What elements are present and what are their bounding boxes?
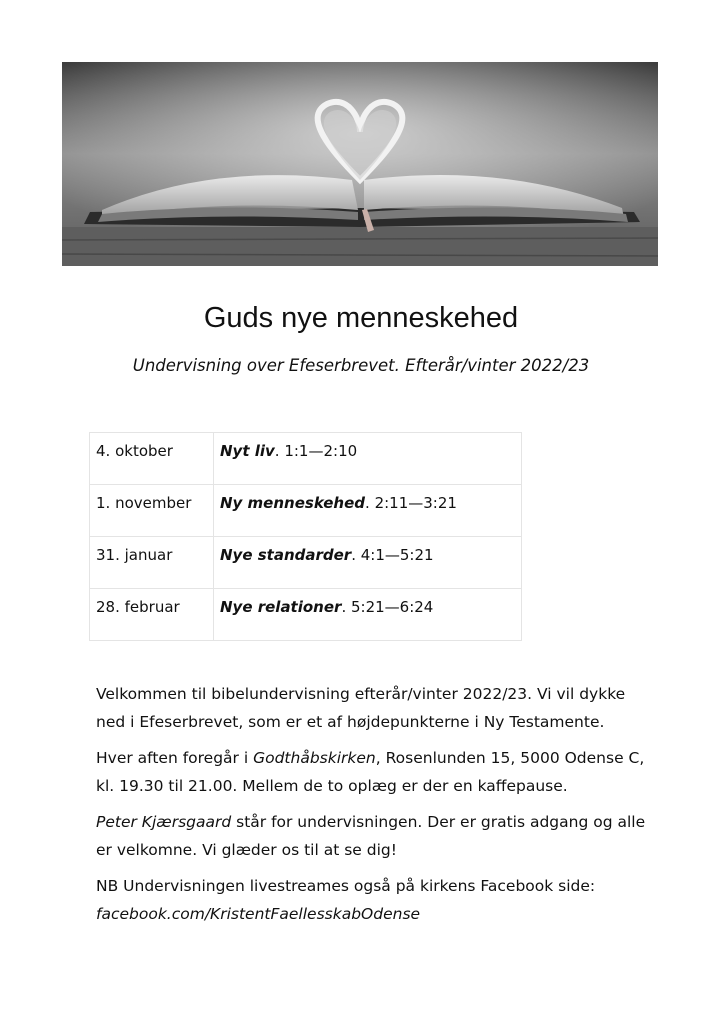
body-text <box>96 680 656 936</box>
header-image <box>62 62 658 266</box>
table-row <box>90 485 522 537</box>
facebook-link[interactable]: facebook.com/KristentFaellesskabOdense <box>96 905 421 923</box>
open-book-heart-image <box>62 62 658 266</box>
schedule-date: 31. januar <box>90 537 214 589</box>
schedule-topic <box>214 537 522 589</box>
topic-ref: . 4:1—5:21 <box>351 546 434 564</box>
schedule-date: 4. oktober <box>90 433 214 485</box>
topic-title: Nyt liv <box>220 442 275 460</box>
teacher-name: Peter Kjærsgaard <box>96 813 232 831</box>
table-row <box>90 433 522 485</box>
teacher-paragraph <box>96 808 656 864</box>
page-title: Guds nye menneskehed <box>203 302 519 334</box>
topic-title: Nye relationer <box>220 598 342 616</box>
schedule-date: 28. februar <box>90 589 214 641</box>
topic-ref: . 5:21—6:24 <box>341 598 434 616</box>
schedule-topic <box>214 433 522 485</box>
welcome-paragraph: Velkommen til bibelundervisning efterår/vinter 2022/23. Vi vil dykke ned i Efeserbrevet, som er et af højdepunkterne i Ny Testamente. <box>96 685 626 731</box>
livestream-paragraph <box>96 872 656 928</box>
location-paragraph <box>96 744 656 800</box>
location-details: , Rosenlunden 15, 5000 Odense C, kl. 19.30 til 21.00. Mellem de to oplæg er der en kaffepause. <box>96 749 645 795</box>
livestream-text: NB Undervisningen livestreames også på kirkens Facebook side: <box>96 877 596 895</box>
topic-ref: . 2:11—3:21 <box>365 494 457 512</box>
page-subtitle: Undervisning over Efeserbrevet. Efterår/vinter 2022/23 <box>132 356 590 375</box>
teacher-text: står for undervisningen. Der er gratis adgang og alle er velkomne. Vi glæder os til at se dig! <box>96 813 646 859</box>
topic-ref: . 1:1—2:10 <box>274 442 358 460</box>
location-text: Hver aften foregår i <box>96 749 254 767</box>
topic-title: Ny menneskehed <box>220 494 366 512</box>
table-row <box>90 537 522 589</box>
topic-title: Nye standarder <box>220 546 352 564</box>
schedule-topic <box>214 485 522 537</box>
church-name: Godthåbskirken <box>253 749 376 767</box>
schedule-table <box>89 432 522 641</box>
schedule-date: 1. november <box>90 485 214 537</box>
schedule-topic <box>214 589 522 641</box>
table-row <box>90 589 522 641</box>
